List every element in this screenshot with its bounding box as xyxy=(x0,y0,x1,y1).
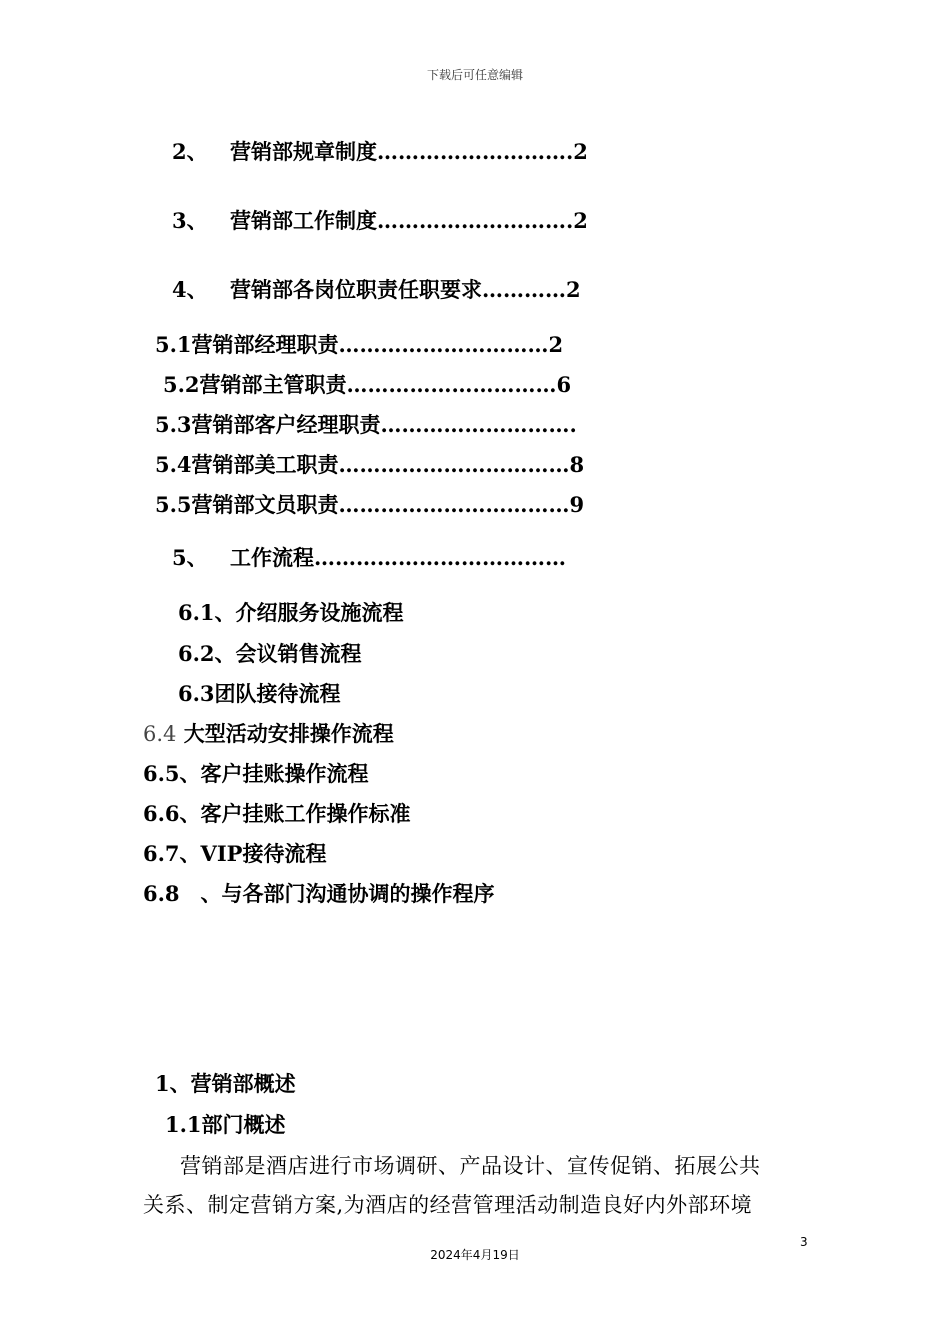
toc-item-2-number: 2、 xyxy=(172,139,208,164)
toc-item-6-4-text: 大型活动安排操作流程 xyxy=(183,721,394,746)
toc-item-3 xyxy=(172,205,588,235)
toc-item-4-number: 4、 xyxy=(172,277,208,302)
toc-item-6-6: 6.6、客户挂账工作操作标准 xyxy=(143,801,411,826)
toc-item-5-2: 5.2营销部主管职责…………………………6 xyxy=(163,372,572,397)
toc-item-5 xyxy=(172,542,566,572)
page-footer-date: 2024年4月19日 xyxy=(430,1248,520,1262)
toc-item-6-1: 6.1、介绍服务设施流程 xyxy=(178,600,404,625)
toc-item-6-5: 6.5、客户挂账操作流程 xyxy=(143,761,369,786)
toc-item-6-3: 6.3团队接待流程 xyxy=(178,681,341,706)
toc-item-5-3: 5.3营销部客户经理职责………………………. xyxy=(155,412,577,437)
paragraph-line-1: 营销部是酒店进行市场调研、产品设计、宣传促销、拓展公共 xyxy=(180,1154,761,1178)
toc-item-3-text: 营销部工作制度……………………….2 xyxy=(230,208,588,233)
toc-item-6-4-number: 6.4 xyxy=(143,722,177,746)
section-heading-1: 1、营销部概述 xyxy=(155,1071,296,1096)
toc-item-5-number: 5、 xyxy=(172,545,208,570)
page-number: 3 xyxy=(800,1235,808,1249)
section-heading-1-1: 1.1部门概述 xyxy=(165,1112,286,1137)
toc-item-4-text: 营销部各岗位职责任职要求…………2 xyxy=(230,277,581,302)
toc-item-2 xyxy=(172,136,588,166)
toc-item-3-number: 3、 xyxy=(172,208,208,233)
toc-item-2-text: 营销部规章制度……………………….2 xyxy=(230,139,588,164)
paragraph-line-2: 关系、制定营销方案,为酒店的经营管理活动制造良好内外部环境 xyxy=(143,1193,753,1217)
toc-item-5-5: 5.5营销部文员职责……………………………9 xyxy=(155,492,585,517)
toc-item-4 xyxy=(172,274,581,304)
toc-item-6-4 xyxy=(143,718,394,748)
toc-item-6-2: 6.2、会议销售流程 xyxy=(178,641,362,666)
toc-item-5-4: 5.4营销部美工职责……………………………8 xyxy=(155,452,585,477)
toc-item-5-text: 工作流程……………………………… xyxy=(230,545,566,570)
page-header-note: 下载后可任意编辑 xyxy=(426,68,523,82)
toc-item-5-1: 5.1营销部经理职责…………………………2 xyxy=(155,332,564,357)
toc-item-6-8: 6.8 、与各部门沟通协调的操作程序 xyxy=(143,881,495,906)
toc-item-6-7: 6.7、VIP接待流程 xyxy=(143,841,327,866)
